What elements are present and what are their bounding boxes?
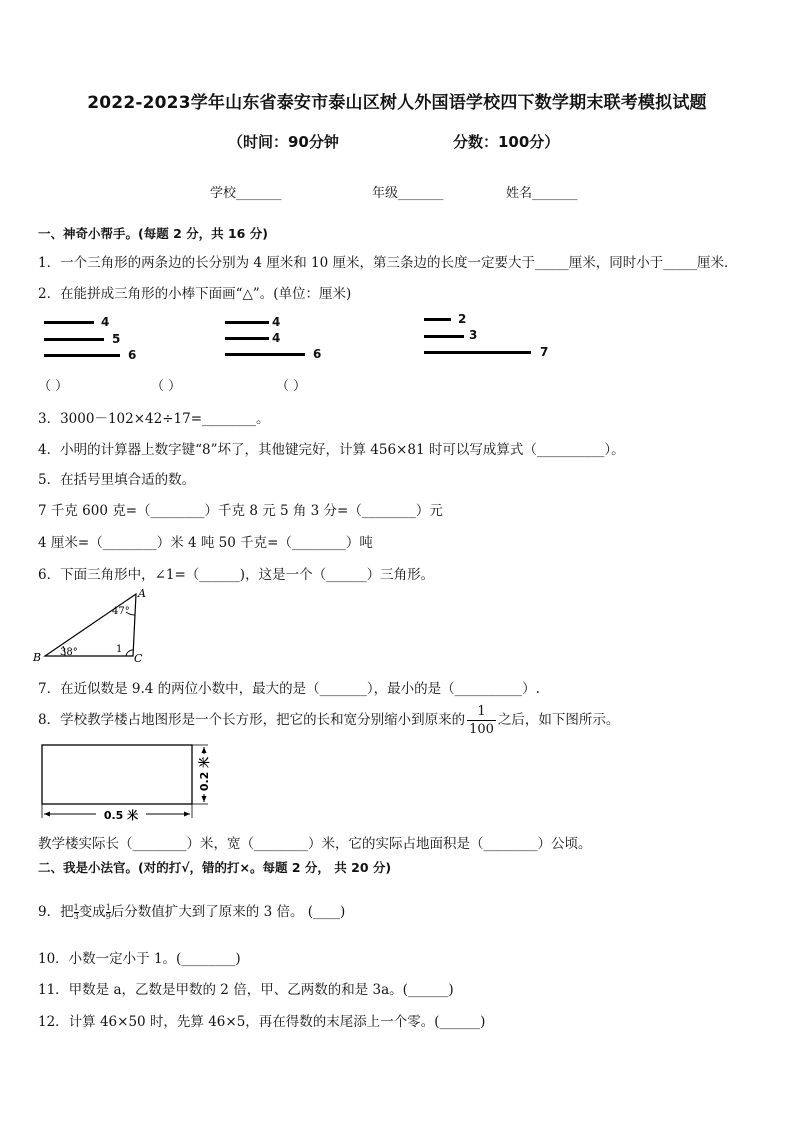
stick-label: 7 xyxy=(540,345,549,359)
triangle-figure xyxy=(30,584,160,666)
question-10: 10．小数一定小于 1。(________) xyxy=(38,951,241,967)
question-5: 5．在括号里填合适的数。 xyxy=(38,472,196,488)
rectangle-figure xyxy=(38,742,218,824)
angle-b-label: 38° xyxy=(60,647,78,658)
fraction-denominator: 9 xyxy=(105,912,111,921)
exam-score: 分数：100分） xyxy=(453,133,560,151)
name-field: 姓名_______ xyxy=(506,186,578,201)
vertex-c-label: C xyxy=(134,652,143,665)
question-9 xyxy=(38,900,345,921)
width-label: 0.5 米 xyxy=(103,809,139,822)
question-8 xyxy=(38,703,619,738)
question-6: 6．下面三角形中，∠1=（______)，这是一个（______）三角形。 xyxy=(38,567,435,583)
height-label: 0.2 米 xyxy=(198,756,211,792)
vertex-a-label: A xyxy=(138,587,146,600)
question-5-line-a: 7 千克 600 克=（________）千克 8 元 5 角 3 分=（________）元 xyxy=(38,503,443,519)
stick-label: 3 xyxy=(469,328,478,342)
stick-label: 2 xyxy=(458,312,467,326)
fraction-1-100 xyxy=(467,703,496,738)
fraction-numerator: 1 xyxy=(467,703,496,721)
question-8-text-end: 之后，如下图所示。 xyxy=(497,712,620,728)
question-9-text-mid: 变成 xyxy=(78,904,106,920)
question-4: 4．小明的计算器上数字键“8”坏了，其他键完好，计算 456×81 时可以写成算式（__________）。 xyxy=(38,442,625,458)
vertex-b-label: B xyxy=(33,651,42,664)
question-9-text-end: 后分数值扩大到了原来的 3 倍。 (____) xyxy=(110,904,346,920)
question-3: 3．3000－102×42÷17=________。 xyxy=(38,411,270,427)
angle-1-label: 1 xyxy=(116,644,123,655)
school-field: 学校_______ xyxy=(210,186,282,201)
stick-label: 6 xyxy=(128,348,137,362)
answer-paren: （ ） xyxy=(38,379,69,394)
stick-label: 4 xyxy=(272,331,281,345)
fraction-numerator: 1 xyxy=(73,903,79,912)
question-5-line-b: 4 厘米=（________）米 4 吨 50 千克=（________）吨 xyxy=(38,535,373,551)
fraction-denominator: 3 xyxy=(73,912,79,921)
grade-field: 年级_______ xyxy=(372,186,444,201)
page-title: 2022-2023学年山东省泰安市泰山区树人外国语学校四下数学期末联考模拟试题 xyxy=(87,93,707,113)
stick-label: 6 xyxy=(313,347,322,361)
question-9-text: 9．把 xyxy=(38,904,74,920)
stick-label: 5 xyxy=(112,332,121,346)
fraction-numerator: 1 xyxy=(105,903,111,912)
exam-time: （时间：90分钟 xyxy=(228,133,339,151)
question-8-text: 8．学校教学楼占地图形是一个长方形，把它的长和宽分别缩小到原来的 xyxy=(38,712,466,728)
stick-label: 4 xyxy=(101,315,110,329)
question-12: 12．计算 46×50 时，先算 46×5，再在得数的末尾添上一个零。(______) xyxy=(38,1014,486,1030)
section-2-heading: 二、我是小法官。(对的打√，错的打×。每题 2 分， 共 20 分) xyxy=(38,860,392,875)
section-1-heading: 一、神奇小帮手。(每题 2 分，共 16 分) xyxy=(38,226,268,241)
angle-a-label: 47° xyxy=(112,606,130,617)
question-2: 2．在能拼成三角形的小棒下面画“△”。(单位：厘米) xyxy=(38,286,352,302)
answer-paren: （ ） xyxy=(151,379,182,394)
fraction-denominator: 100 xyxy=(469,722,494,737)
answer-paren: （ ） xyxy=(276,379,307,394)
question-11: 11．甲数是 a，乙数是甲数的 2 倍，甲、乙两数的和是 3a。(______) xyxy=(38,982,454,998)
question-1: 1．一个三角形的两条边的长分别为 4 厘米和 10 厘米，第三条边的长度一定要大于_____厘米，同时小于_____厘米． xyxy=(38,255,738,271)
question-7: 7．在近似数是 9.4 的两位小数中，最大的是（_______），最小的是（__________）. xyxy=(38,681,540,697)
question-8-answer: 教学楼实际长（________）米，宽（________）米，它的实际占地面积是（________）公顷。 xyxy=(38,836,592,852)
stick-label: 4 xyxy=(272,315,281,329)
